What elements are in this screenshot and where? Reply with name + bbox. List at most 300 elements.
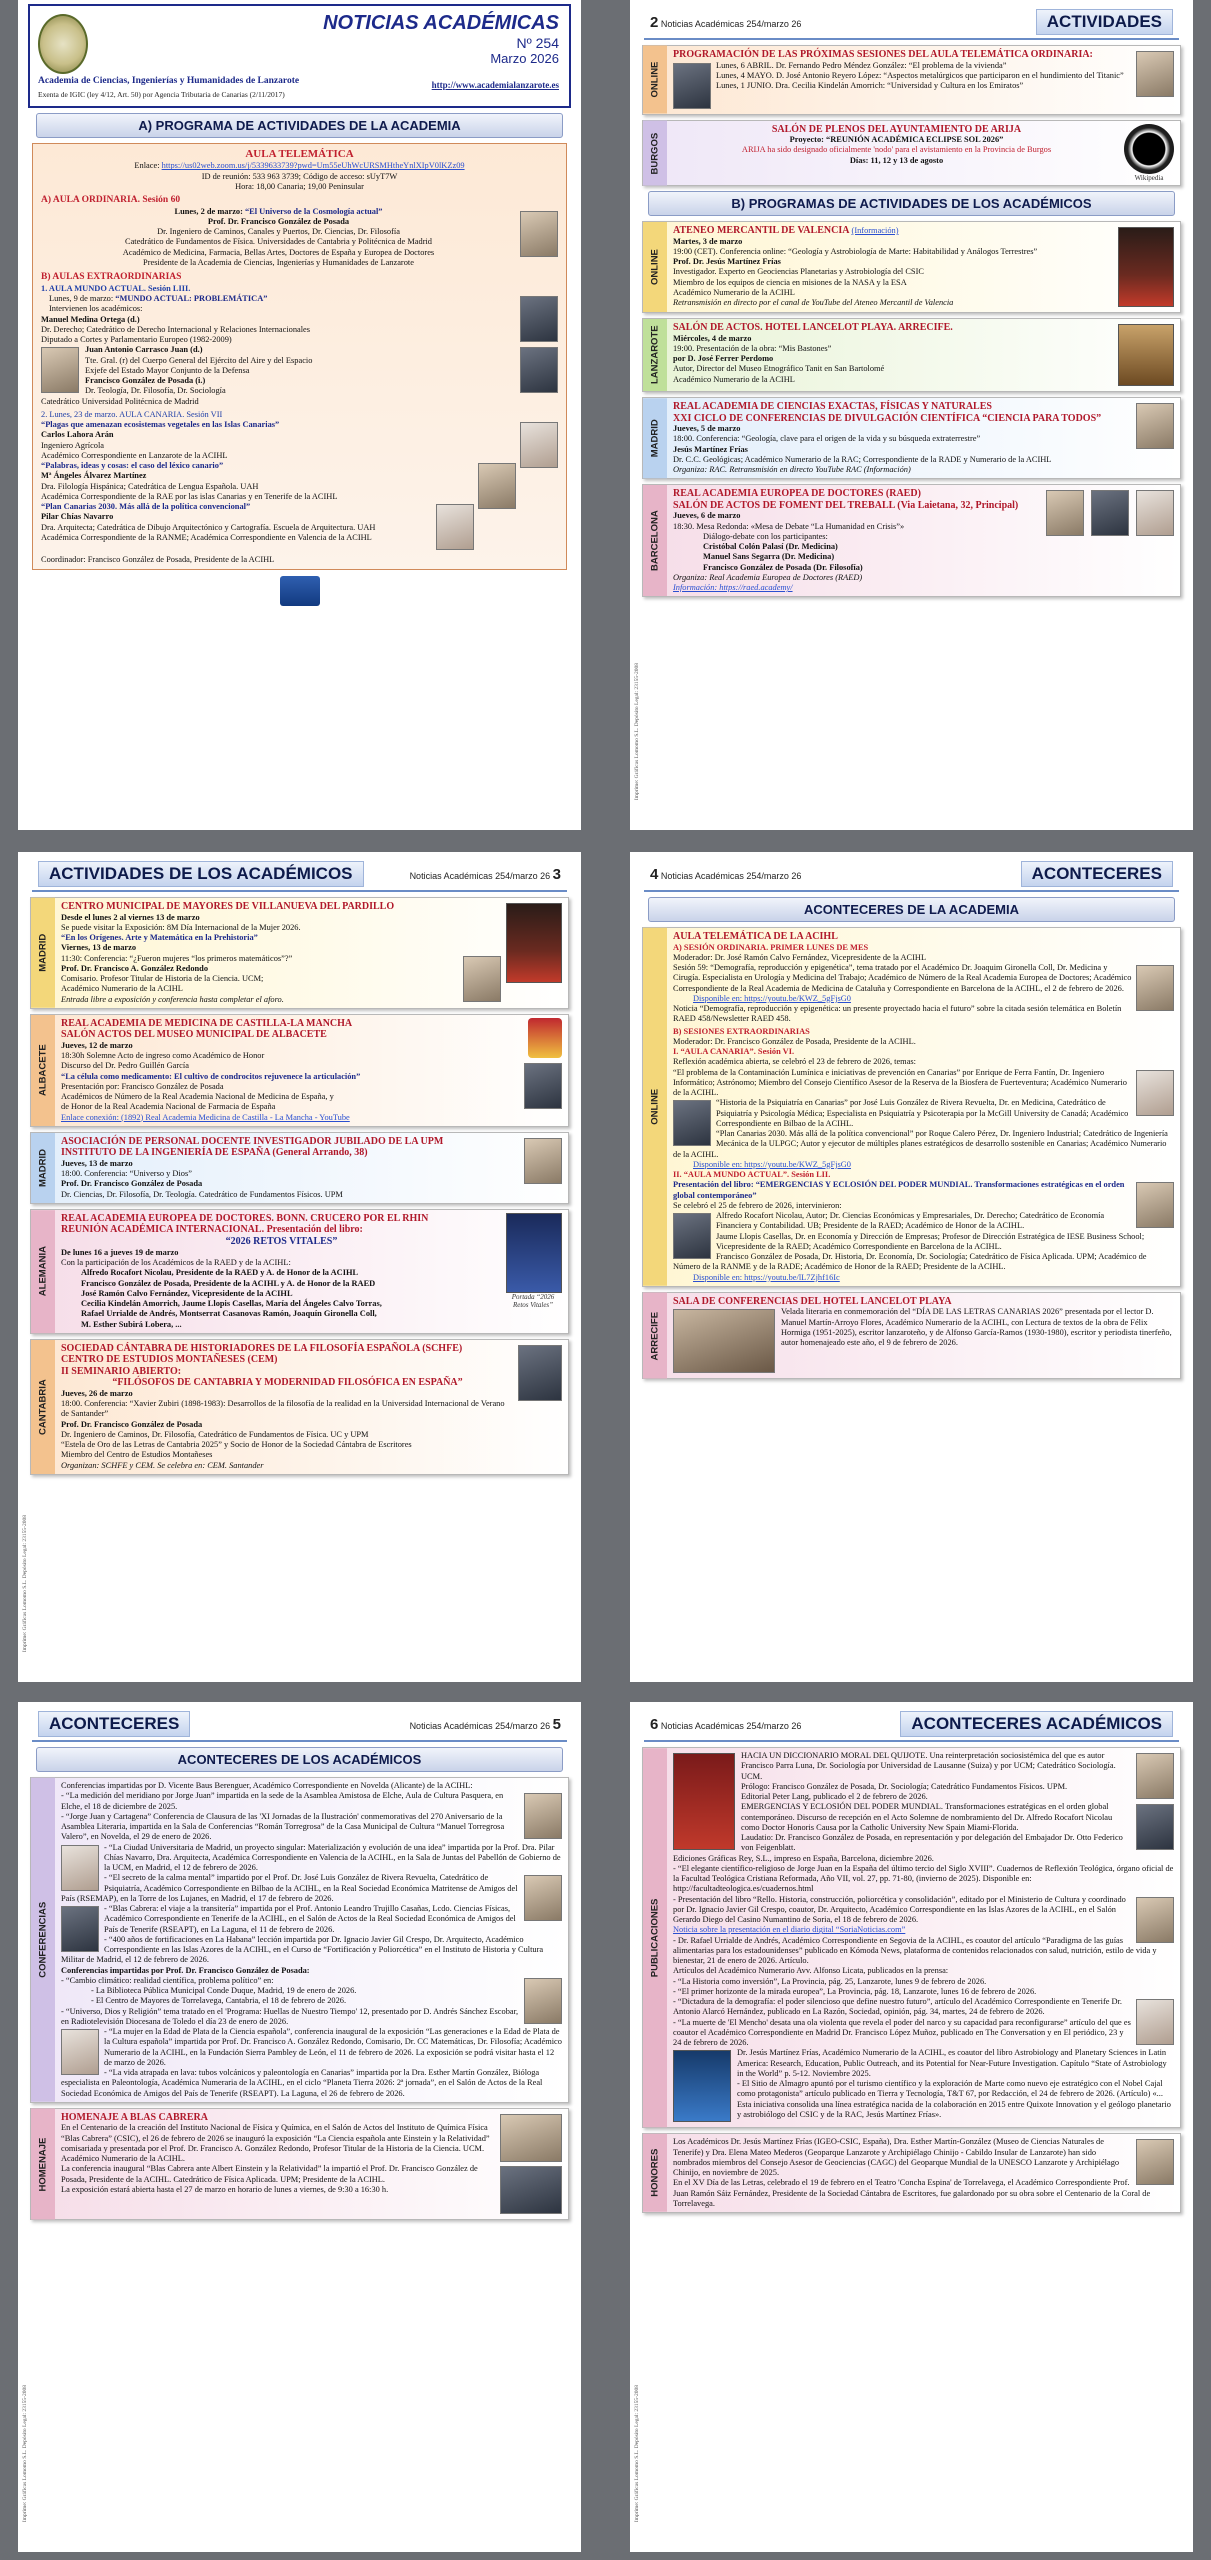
section-banner-b: B) PROGRAMAS DE ACTIVIDADES DE LOS ACADÉMICOS <box>648 191 1175 216</box>
info-link[interactable]: (Información) <box>851 226 899 236</box>
event-talk: 11:30: Conferencia: “¿Fueron mujeres “los primeros matemáticos”?” <box>61 953 293 963</box>
dates: Días: 11, 12 y 13 de agosto <box>849 155 944 165</box>
speaker-photo <box>524 1875 562 1921</box>
speaker-photo <box>1136 51 1174 97</box>
mundo-speaker-1-cred-2: Diputado a Cortes y Parlamentario Europeo (1982-2009) <box>41 335 232 345</box>
block-subtitle: SALÓN DE ACTOS DE FOMENT DEL TREBALL (Via Laietana, 32, Principal) <box>673 499 1019 511</box>
section-title: ACTIVIDADES DE LOS ACADÉMICOS <box>38 861 364 887</box>
canaria-speaker-2-cred-2: Académica Correspondiente de la RAE por las islas Canarias y en Tenerife de la ACIHL <box>41 491 338 501</box>
speaker-photo <box>520 211 558 257</box>
tax-note: Exenta de IGIC (ley 4/12, Art. 50) por Agencia Tributaria de Canarias (2/11/2017) <box>38 90 285 99</box>
conf-item: - “La Ciudad Universitaria de Madrid, un proyecto singular: Materialización y evolución de una idea” impartida por la Prof. Dra. Pilar Chías Navarro, Dra. Arquitecta, Académica Correspondiente en Valencia de la ACIHL, en la Sala de Juntas del Pabellón de Gobierno de la UCM, en Madrid, el 12 de febrero de 2026. <box>104 1842 561 1872</box>
section-banner-a: A) PROGRAMA DE ACTIVIDADES DE LA ACADEMIA <box>36 113 563 138</box>
event-date-2: Viernes, 13 de marzo <box>61 943 137 953</box>
pub-item: - “El elegante científico-religioso de Jorge Juan en la España del último tercio del Siglo XVIII”. Cuadernos de Reflexión Teológica, órgano oficial de la Facultad Teológica Cristiana Reformada, Año VII, vol. 27, pp. 71-80, (invierno de 2025). Disponible en: http://facultadteologica.es/cuadernos.html <box>673 1863 1174 1894</box>
event-speaker: Prof. Dr. Francisco González de Posada <box>61 1179 203 1189</box>
canaria-talk-1: “Plagas que amenazan ecosistemas vegetales en las Islas Canarias” <box>41 420 280 430</box>
aula-ordinaria-heading: A) AULA ORDINARIA. Sesión 60 <box>41 195 181 206</box>
youtube-link[interactable]: Disponible en: https://youtu.be/lL7Zjhf16Ic <box>693 1272 840 1282</box>
event-speaker: por D. José Ferrer Perdomo <box>673 354 774 364</box>
aula-title: AULA TELEMÁTICA <box>245 148 354 160</box>
block-side-label: CONFERENCIAS <box>31 1778 55 2102</box>
block-side-label: BARCELONA <box>643 485 667 596</box>
pub-item: - “La Historia como inversión”, La Provincia, pág. 25, Lanzarote, lunes 9 de febrero de 2026. <box>673 1976 987 1986</box>
block-title: SALA DE CONFERENCIAS DEL HOTEL LANCELOT PLAYA <box>673 1295 952 1307</box>
speaker-photo <box>1136 490 1174 536</box>
speaker-photo <box>478 463 516 509</box>
speaker-photo <box>463 956 501 1002</box>
ord-credential-2: Catedrático de Fundamentos de Física. Universidades de Cantabria y Politécnica de Madrid <box>125 237 432 247</box>
page-header-issue: Noticias Académicas 254/marzo 26 <box>660 18 802 29</box>
panelist-3: Francisco González de Posada (Dr. Filosofía) <box>703 562 863 572</box>
speaker-photo <box>1136 2139 1174 2185</box>
event-block-alemania <box>30 1209 569 1334</box>
section-title: ACTIVIDADES <box>1036 9 1173 35</box>
block-side-label: BURGOS <box>643 121 667 186</box>
aula-mundo-intro: Se celebró el 25 de febrero de 2026, intervinieron: <box>673 1200 842 1210</box>
canaria-speaker-3: Pilar Chías Navarro <box>41 512 114 522</box>
academy-seal-icon <box>38 14 88 74</box>
book-cover-image <box>1118 324 1174 386</box>
block-side-label: ALEMANIA <box>31 1210 55 1333</box>
event-talk: 19:00 (CET). Conferencia online: “Geología y Astrobiología de Marte: Habitabilidad y Análogos Terrestres” <box>673 246 1038 256</box>
honor-item: En el XV Día de las Letras, celebrado el 19 de febrero en el Teatro 'Concha Espina' de Torrelavega, el Académico Correspondiente Prof. Juan Ramón Sáiz Fernández, Presidente de la Sociedad Cántabra de Escritores, fue galardonado por su obra sobre el Centenario de la Coral de Torrelavega. <box>673 2178 1151 2208</box>
speaker-photo <box>436 504 474 550</box>
info-link[interactable]: Información: https://raed.academy/ <box>673 583 793 593</box>
pub-item: Laudatio: Dr. Francisco González de Posada, en representación y por delegación del Embajador Dr. Otto Federico von Feigenblatt. <box>741 1833 1123 1853</box>
book-title: “2026 RETOS VITALES” <box>225 1235 338 1247</box>
page-header-issue: Noticias Académicas 254/marzo 26 <box>409 1720 551 1731</box>
book-presentation: Presentación del libro: “EMERGENCIAS Y ECLOSIÓN DEL PODER MUNDIAL. Transformaciones estratégicas en el orden global contemporáneo” <box>673 1180 1125 1200</box>
event-date: Jueves, 13 de marzo <box>61 1158 133 1168</box>
page-header <box>644 1708 1179 1742</box>
enlace-label: Enlace: <box>134 161 160 171</box>
imprint-note: Imprime: Gráficas Lomomo S.L. Depósito Legal: 23155-2008 <box>22 1514 28 1652</box>
page-header-issue: Noticias Académicas 254/marzo 26 <box>660 1720 802 1731</box>
imprint-note: Imprime: Gráficas Lomomo S.L. Depósito Legal: 23155-2008 <box>22 2384 28 2522</box>
speaker-photo <box>1136 1897 1174 1943</box>
sponsor-logo-icon <box>280 576 320 606</box>
canaria-speaker-3-cred-2: Académica Correspondiente de la RANME; Académica Correspondiente en Valencia de la ACIHL <box>41 532 372 542</box>
page-number: 6 <box>650 1715 659 1733</box>
imprint-note: Imprime: Gráficas Lomomo S.L. Depósito Legal: 23155-2008 <box>634 662 640 800</box>
event-organizer: Organiza: Real Academia Europea de Doctores (RAED) <box>673 572 863 582</box>
ord-speaker: Prof. Dr. Francisco González de Posada <box>207 216 350 226</box>
event-cred-2: Académico Numerario de la ACIHL <box>61 984 183 994</box>
conf-item: - “La mujer en la Edad de Plata de la Ciencia española”, conferencia inaugural de la exposición “Las generaciones e la Edad de Plata de la Cultura española” impartida por Prof. Dr. Francisco A. González Redondo, Comisario, Dr. CC Matemáticas, Dr. Filosofía; Académico Numerario de la ACIHL, en la Fundación Sierra Pambley de León, el 11 de febrero de 2026. La exposición se podrá visitar hasta el 12 de marzo de 2026. <box>104 2027 562 2067</box>
conf-item: - “Cambio climático: realidad científica, problema político” en: <box>61 1975 274 1985</box>
ord-credential-3: Académico de Medicina, Farmacia, Bellas Artes, Doctores de España y Europea de Doctores <box>122 247 435 257</box>
event-speaker: Prof. Dr. Francisco A. González Redondo <box>61 963 209 973</box>
event-speaker: Jesús Martínez Frías <box>673 444 748 454</box>
aula-canaria-intro: Reflexión académica abierta, se celebró el 23 de febrero de 2026, temas: <box>673 1057 916 1067</box>
subsection-b: B) SESIONES EXTRAORDINARIAS <box>673 1026 810 1036</box>
page-number: 5 <box>552 1715 561 1733</box>
page-header <box>32 858 567 892</box>
event-cred-1: Dr. Ingeniero de Caminos, Dr. Filosofía, Catedrático de Fundamentos de Física. UC y UPM <box>61 1429 369 1439</box>
issue-date: Marzo 2026 <box>490 51 559 66</box>
conf-item: - “El secreto de la calma mental” impartido por el Prof. Dr. José Luis González de Rivera Revuelta, Catedrático de Psiquiatría, Académico Correspondiente en Bilbao de la ACIHL, en la Real Sociedad Económica Matritense de Amigos del País (RSEMAP), en la Torre de los Lujanes, en Madrid, el 17 de febrero de 2026. <box>61 1873 518 1903</box>
mundo-speaker-3-cred-1: Dr. Teología, Dr. Filosofía, Dr. Sociología <box>85 386 226 396</box>
page-header <box>644 6 1179 40</box>
eclipse-image-icon <box>1124 124 1174 174</box>
canaria-speaker-2-cred-1: Dra. Filología Hispánica; Catedrática de Lengua Española. UAH <box>41 481 259 491</box>
subsection-a: A) SESIÓN ORDINARIA. PRIMER LUNES DE MES <box>673 942 869 952</box>
page-number: 2 <box>650 13 659 31</box>
block-title: SALÓN DE ACTOS. HOTEL LANCELOT PLAYA. ARRECIFE. <box>673 322 953 334</box>
mundo-speaker-2: Juan Antonio Carrasco Juan (d.) <box>85 345 203 355</box>
mundo-speaker-1: Manuel Medina Ortega (d.) <box>41 314 140 324</box>
aulas-extra-heading: B) AULAS EXTRAORDINARIAS <box>41 272 182 283</box>
block-title: REAL ACADEMIA DE MEDICINA DE CASTILLA-LA MANCHA <box>61 1017 353 1029</box>
meeting-id: ID de reunión: 533 963 3739; Código de acceso: sUyT7W <box>201 171 398 181</box>
speaker-photo <box>673 1100 711 1146</box>
event-date: Jueves, 26 de marzo <box>61 1388 133 1398</box>
news-block-online <box>642 927 1181 1287</box>
event-organizer: Organizan: SCHFE y CEM. Se celebra en: CEM. Santander <box>61 1460 264 1470</box>
page-header-issue: Noticias Académicas 254/marzo 26 <box>660 870 802 881</box>
block-subtitle: SALÓN ACTOS DEL MUSEO MUNICIPAL DE ALBACETE <box>61 1029 327 1041</box>
session-jun: Lunes, 1 JUNIO. Dra. Cecilia Kindelán Amorrich: “Universidad y Cultura en los Emiratos” <box>716 81 1024 90</box>
event-date: Jueves, 6 de marzo <box>673 511 741 521</box>
canaria-talk-2: “Palabras, ideas y cosas: el caso del léxico canario” <box>41 461 224 471</box>
event-cred-2: Académico Numerario de la ACIHL <box>673 374 795 384</box>
speaker-photo <box>673 1213 711 1259</box>
block-side-label: ONLINE <box>643 928 667 1286</box>
block-subtitle: INSTITUTO DE LA INGENIERÍA DE ESPAÑA (General Arrando, 38) <box>61 1147 368 1159</box>
aula-mundo-speaker-3: Francisco González de Posada, Dr. Historia, Dr. Economía, Dr. Sociología; Catedrático de Física Aplicada. UPM; Académico de Número de la RANME y de la RADE; Académico de Honor de la RAED; Presidente de la ACIHL. <box>673 1252 1147 1272</box>
event-speaker: Prof. Dr. Jesús Martínez Frías <box>673 257 781 267</box>
page-header <box>644 858 1179 892</box>
event-cred-1: Dr. C.C. Geológicas; Académico Numerario de la RAC; Correspondiente de la RADE y Numerario de la ACIHL <box>673 454 1052 464</box>
speaker-photo <box>520 347 558 393</box>
exhibition-title: “En los Orígenes. Arte y Matemática en la Prehistoria” <box>61 933 258 942</box>
issue-number: Nº 254 <box>516 35 559 51</box>
event-talk: 18:00. Conferencia: “Xavier Zubiri (1898-1983): Desarrollos de la filosofía de la realidad en la Universidad Internacional de Verano de Santander” <box>61 1399 505 1419</box>
event-cred-2: Miembro de los equipos de ciencia en misiones de la NASA y la ESA <box>673 277 907 287</box>
block-title: CENTRO MUNICIPAL DE MAYORES DE VILLANUEVA DEL PARDILLO <box>61 901 395 912</box>
event-block-villanueva <box>30 897 569 1009</box>
block-title: SOCIEDAD CÁNTABRA DE HISTORIADORES DE LA FILOSOFÍA ESPAÑOLA (SCHFE) <box>61 1342 463 1354</box>
moderator: Moderador: Dr. José Ramón Calvo Fernández, Vicepresidente de la ACIHL <box>673 952 927 962</box>
mundo-speaker-2-cred-1: Tte. Gral. (r) del Cuerpo General del Ejército del Aire y del Espacio <box>85 355 313 365</box>
speaker-photo <box>61 1906 99 1952</box>
mundo-speaker-1-cred-1: Dr. Derecho; Catedrático de Derecho Internacional y Relaciones Internacionales <box>41 324 311 334</box>
seminar-title: “FILÓSOFOS DE CANTABRIA Y MODERNIDAD FILOSÓFICA EN ESPAÑA” <box>112 1377 463 1389</box>
academy-name: Academia de Ciencias, Ingenierías y Humanidades de Lanzarote <box>38 76 300 86</box>
book-caption: Portada “2026 Retos Vitales” <box>511 1292 555 1310</box>
youtube-link[interactable]: Disponible en: https://youtu.be/KWZ_5gFjsG0 <box>693 1159 851 1169</box>
event-block-albacete <box>30 1014 569 1127</box>
book-cover-image <box>506 1213 562 1293</box>
event-date: De lunes 16 a jueves 19 de marzo <box>61 1247 179 1257</box>
news-block-publicaciones <box>642 1747 1181 2128</box>
block-subtitle: CENTRO DE ESTUDIOS MONTAÑESES (CEM) <box>61 1354 278 1366</box>
event-note: Entrada libre a exposición y conferencia hasta completar el aforo. <box>61 994 284 1004</box>
event-speaker: Presentación por: Francisco González de Posada <box>61 1081 224 1091</box>
exhibition-line: Se puede visitar la Exposición: 8M Día Internacional de la Mujer 2026. <box>61 922 301 932</box>
mundo-speaker-3: Francisco González de Posada (i.) <box>85 376 206 386</box>
block-title: SALÓN DE PLENOS DEL AYUNTAMIENTO DE ARIJA <box>771 123 1022 135</box>
speaker-photo <box>520 296 558 342</box>
book-cover-image <box>673 1753 735 1850</box>
speaker-photo <box>524 1063 562 1109</box>
pub-item: HACIA UN DICCIONARIO MORAL DEL QUIJOTE. Una reinterpretación sociosistémica del que es autor Francisco Parra Luna, Dr. Sociología por Universidad de Lausanne (Suiza) y por UCM; Catedrático Sociología. UCM. <box>741 1751 1116 1781</box>
event-organizer: Organiza: RAC. Retransmisión en directo YouTube RAC (Información) <box>673 465 911 475</box>
canaria-heading: 2. Lunes, 23 de marzo. AULA CANARIA. Sesión VII <box>41 409 223 419</box>
event-cred-1: Investigador. Experto en Geociencias Planetarias y Astrobiología del CSIC <box>673 267 924 277</box>
ord-talk: “El Universo de la Cosmología actual” <box>244 206 383 216</box>
conf-item: - “400 años de fortificaciones en La Habana” lección impartida por Dr. Ignacio Javier Gil Crespo, Dr. Arquitecto, Académico Correspondiente en las Islas Azores de la ACIHL, en el Curso de “Fortificación y Poliorcética” en el Instituto de Historia y Cultura Militar de Madrid, el 12 de febrero de 2026. <box>61 1934 544 1965</box>
imprint-note: Imprime: Gráficas Lomomo S.L. Depósito Legal: 23155-2008 <box>634 2384 640 2522</box>
block-title: REAL ACADEMIA DE CIENCIAS EXACTAS, FÍSICAS Y NATURALES <box>673 401 992 413</box>
event-photo <box>500 2166 562 2214</box>
session-59-news: Noticia “Demografía, reproducción y epigenética: un presente proyectado hacia el futuro” sobre la citada sesión telemática en Boletín RAED 458/Newsletter RAED 458. <box>673 1004 1122 1024</box>
page-number: 4 <box>650 865 659 883</box>
coat-of-arms-icon <box>528 1018 562 1058</box>
block-side-label: HOMENAJE <box>31 2109 55 2220</box>
news-block-arrecife <box>642 1292 1181 1380</box>
image-credit: Wikipedia <box>1134 173 1164 182</box>
homenaje-text-1: En el Centenario de la creación del Instituto Nacional de Física y Química, en el Salón de Actos del Instituto de Química Física “Blas Cabrera” (CSIC), el 26 de febrero de 2026 se inauguró la exposición “La Ciencia española ante Einstein y la Relatividad” comisariada y presentada por el Prof. Dr. Francisco A. González Redondo, Profesor Titular de la Historia de la Ciencia. UCM. Académico Numerario de la ACIHL. <box>61 2123 490 2163</box>
mundo-date: Lunes, 9 de marzo: <box>49 294 114 304</box>
event-cred-1: Académicos de Número de la Real Academia Nacional de Medicina de España, y <box>61 1092 334 1101</box>
aula-canaria-topic-3: “Plan Canarias 2030. Más allá de la política convencional” por Roque Calero Pérez, Dr. Ingeniero Industrial; Catedrático de Ingeniería Mecánica de la ULPGC; Autor y ejecutor de múltiples planes estratégicos de desarrollo sostenible en Canarias; Académico Numerario de la ACIHL. <box>673 1129 1168 1159</box>
page-header-issue: Noticias Académicas 254/marzo 26 <box>409 870 551 881</box>
speaker-photo <box>1136 965 1174 1011</box>
pub-item: Dr. Jesús Martínez Frías, Académico Numerario de la ACIHL, es coautor del libro Astrobiology and Planetary Sciences in Latin America: Research, Education, Public Outreach, and its Potential for Near-Future Investigation. Capítulo “State of Astrobiology in the World” p. 5-12. Noviembre 2025. <box>737 2048 1167 2078</box>
nodo-note: ARIJA ha sido designado oficialmente 'nodo' para el avistamiento en la Provincia de Burgos <box>741 145 1052 155</box>
pub-item: - “La muerte de 'El Mencho' desata una ola violenta que revela el poder del narco y su capacidad para reconfigurarse” artículo del que es coautor el Académico Correspondiente en Madrid Dr. Francisco López Muñoz, publicado en The Conversation y en El periódico, 23 y 24 de febrero de 2026. <box>673 2017 1131 2047</box>
conf-item: - “Blas Cabrera: el viaje a la transitería” impartida por el Prof. Antonio Leandro Trujillo Casañas, Lcdo. Ciencias Físicas, Académico Correspondiente en Tenerife de la ACIHL, en el Salón de Actos de la Real Sociedad Económica de Amigos del País de Tenerife (RSEAPT), en La Laguna, el 11 de febrero de 2026. <box>104 1904 516 1934</box>
event-date: Martes, 3 de marzo <box>673 236 743 246</box>
block-title: ATENEO MERCANTIL DE VALENCIA <box>673 225 850 237</box>
block-side-label: LANZAROTE <box>643 319 667 391</box>
conf-item: - “Universo, Dios y Religión” tema tratado en el 'Programa: Huellas de Nuestro Tiempo' 12, presentado por D. Andrés Sánchez Escobar, en Radiotelevisión Diocesana de Toledo el día 23 de enero de 2026. <box>61 2006 519 2026</box>
block-side-label: CANTABRIA <box>31 1340 55 1474</box>
news-block-honores <box>642 2133 1181 2213</box>
participant-5: Rafael Urrialde de Andrés, Montserrat Casanovas Ramón, Joaquín Gironella Coll, <box>81 1309 377 1319</box>
academy-program-box <box>32 143 567 570</box>
pub-item: - Dr. Rafael Urrialde de Andrés, Académico Correspondiente en Segovia de la ACIHL, es coautor del artículo “Paradigma de las guías alimentarias para los estadounidenses” publicado en Kómoda News, plataforma de contenidos relacionados con salud, nutrición, estilo de vida y bienestar, 21 de enero de 2026. Artículo. <box>673 1935 1157 1965</box>
speaker-photo <box>1136 1070 1174 1116</box>
conf-subitem: - El Centro de Mayores de Torrelavega, Cantabria, el 18 de febrero de 2026. <box>91 1996 347 2006</box>
academy-url-link[interactable]: http://www.academialanzarote.es <box>431 80 559 90</box>
ord-credential-4: Presidente de la Academia de Ciencias, Ingenierías y Humanidades de Lanzarote <box>143 257 414 267</box>
event-line-2: Discurso del Dr. Pedro Guillén García <box>61 1061 189 1071</box>
pub-item: Ediciones Gráficas Rey, S.L., impreso en España, Barcelona, diciembre 2026. <box>673 1853 934 1863</box>
block-side-label: MADRID <box>31 1133 55 1203</box>
pub-item: - “El primer horizonte de la mirada europea”, La Provincia, pág. 18, Lanzarote, lunes 16 de febrero de 2026. <box>673 1986 1037 1996</box>
page-1 <box>18 0 581 830</box>
event-photo <box>673 1309 775 1373</box>
speaker-photo <box>1091 490 1129 536</box>
event-date: Jueves, 5 de marzo <box>673 424 741 434</box>
project-name: Proyecto: “REUNIÓN ACADÉMICA ECLIPSE SOL 2026” <box>789 135 1004 144</box>
block-title: AULA TELEMÁTICA DE LA ACIHL <box>673 931 838 942</box>
pub-item: Artículos del Académico Numerario Avv. Alfonso Licata, publicados en la prensa: <box>673 1966 949 1976</box>
participant-4: Cecilia Kindelán Amorrich, Jaume Llopis Casellas, María del Ángeles Calvo Torras, <box>81 1299 382 1309</box>
event-block-madrid <box>642 397 1181 479</box>
participant-1: Alfredo Rocafort Nicolau, Presidente de la RAED y A. de Honor de la ACIHL <box>81 1268 359 1278</box>
poster-image <box>1118 227 1174 307</box>
block-subtitle-2: II SEMINARIO ABIERTO: <box>61 1365 182 1377</box>
pub-item: - El Sitio de Almagro apuntó por el turismo científico y la exploración de Marte como nuevo eje estratégico con el Nobel Cajal como protagonista” artículo publicado en Tierra y Tecnología, T&T 67, por Redacción, el 24 de febrero de 2026. (Artículo) «... Esta iniciativa consolida una línea estratégica nacida de la colaboración en 2015 entre Quixote Innovation y el geólogo planetario y astrobiólogo del CSIC y de la RAC, Jesús Martínez Frías». <box>737 2079 1171 2119</box>
event-talk: 19:00. Presentación de la obra: “Mis Bastones” <box>673 343 832 353</box>
block-side-label: HONORES <box>643 2134 667 2212</box>
conf-intro: Conferencias impartidas por D. Vicente Baus Berenguer, Académico Correspondiente en Novelda (Alicante) de la ACIHL: <box>61 1781 473 1790</box>
speaker-photo <box>1136 1804 1174 1850</box>
ord-date: Lunes, 2 de marzo: <box>174 206 243 216</box>
coordinator: Coordinador: Francisco González de Posada, Presidente de la ACIHL <box>41 555 275 565</box>
block-subtitle: REUNIÓN ACADÉMICA INTERNACIONAL. Presentación del libro: <box>61 1224 363 1236</box>
pub-item: EMERGENCIAS Y ECLOSIÓN DEL PODER MUNDIAL. Transformaciones estratégicas en el orden global contemporáneo. Discurso de recepción en el Acto Solemne de nombramiento del Dr. Alfredo Rocafort Nicolau como Doctor Honoris Causa por la Catholic University New Spain Miami-Florida. <box>741 1802 1113 1832</box>
speaker-photo <box>524 1138 562 1184</box>
page-number: 3 <box>552 865 561 883</box>
ord-credential-1: Dr. Ingeniero de Caminos, Canales y Puertos, Dr. Ciencias, Dr. Filosofía <box>157 227 400 237</box>
zoom-link[interactable]: https://us02web.zoom.us/j/5339633739?pwd=Um55eUhWcURSMHtheYnlXIpV0lKZz09 <box>161 161 465 171</box>
speaker-photo <box>1136 403 1174 449</box>
event-block-barcelona <box>642 484 1181 597</box>
newsletter-title: NOTICIAS ACADÉMICAS <box>323 12 559 34</box>
panelist-2: Manuel Sans Segarra (Dr. Medicina) <box>703 552 835 562</box>
aula-canaria-topic-1: “El problema de la Contaminación Lumínica e iniciativas de prevención en Canarias” por Enrique de Ferra Fantín, Dr. Ingeniero Informático; Astrónomo; Miembro del Consejo Científico Asesor de la Reserva de la Biosfera de Fuerteventura; Académico Numerario de la ACIHL. <box>673 1067 1127 1097</box>
aula-mundo-speaker-1: Alfredo Rocafort Nicolau, Autor; Dr. Ciencias Económicas y Empresariales, Dr. Derecho; Catedrático de Economía Financiera y Contabilidad. UB; Presidente de la RAED; Académico de Honor de la ACIHL. <box>716 1211 1105 1231</box>
speaker-photo <box>1046 490 1084 536</box>
news-block-homenaje <box>30 2108 569 2221</box>
section-title: ACONTECERES <box>38 1711 190 1737</box>
section-title: ACONTECERES ACADÉMICOS <box>900 1711 1173 1737</box>
mundo-talk: “MUNDO ACTUAL: PROBLEMÁTICA” <box>115 294 268 304</box>
speaker-photo <box>41 347 79 393</box>
speaker-photo <box>524 1978 562 2024</box>
session-apr: Lunes, 6 ABRIL. Dr. Fernando Pedro Méndez González: “El problema de la vivienda” <box>716 60 1007 70</box>
event-block-upm <box>30 1132 569 1204</box>
event-block-lanzarote <box>642 318 1181 392</box>
book-cover-image <box>673 2050 731 2122</box>
mundo-heading: 1. AULA MUNDO ACTUAL. Sesión LIII. <box>41 283 191 293</box>
section-banner: ACONTECERES DE LOS ACADÉMICOS <box>36 1747 563 1772</box>
event-block-online <box>642 45 1181 115</box>
page-6 <box>630 1702 1193 2552</box>
pub-item: Editorial Peter Lang, publicado el 2 de febrero de 2026. <box>741 1792 928 1801</box>
canaria-speaker-1-cred-1: Ingeniero Agrícola <box>41 440 105 450</box>
page-4 <box>630 852 1193 1682</box>
event-cred-3: Académico Numerario de la ACIHL <box>673 287 795 297</box>
event-line-1: 18:30h Solemne Acto de ingreso como Académico de Honor <box>61 1051 265 1060</box>
section-banner: ACONTECERES DE LA ACADEMIA <box>648 897 1175 922</box>
news-link[interactable]: Noticia sobre la presentación en el diario digital “SoriaNoticias.com” <box>673 1925 906 1935</box>
event-cred-1: Comisario. Profesor Titular de Historia de la Ciencia. UCM; <box>61 974 264 983</box>
moderator-b: Moderador: Dr. Francisco González de Posada, Presidente de la ACIHL. <box>673 1036 916 1046</box>
page-2 <box>630 0 1193 830</box>
velada-text: Velada literaria en conmemoración del “DÍA DE LAS LETRAS CANARIAS 2026” presentada por el lector D. Manuel Martín-Arroyo Flores, Académico Numerario de la ACIHL, con Lectura de textos de la obra de Félix Hormiga (1951-2025), escritor lanzaroteño, y de Alfonso García-Ramos (1930-1980), escritor y periodista tinerfeño, autor homenajeado este año, el 9 de febrero de 2026. <box>781 1307 1172 1347</box>
event-intro: Diálogo-debate con los participantes: <box>703 531 828 541</box>
block-title: REAL ACADEMIA EUROPEA DE DOCTORES. BONN. CRUCERO POR EL RHIN <box>61 1212 429 1224</box>
speaker-photo <box>1136 1182 1174 1228</box>
panelist-1: Cristóbal Colón Palasí (Dr. Medicina) <box>703 542 838 552</box>
session-may: Lunes, 4 MAYO. D. José Antonio Reyero López: “Aspectos metalúrgicos que participaron en el hundimiento del Titanic” <box>716 70 1124 80</box>
event-cred-1: Dr. Ciencias, Dr. Filosofía, Dr. Teología. Catedrático de Fundamentos Físicos. UPM <box>61 1189 343 1199</box>
speaker-photo <box>520 422 558 468</box>
participant-6: M. Esther Subirá Lobera, ... <box>81 1319 182 1329</box>
participant-3: José Ramón Calvo Fernández, Vicepresidente de la ACIHL <box>81 1288 293 1298</box>
conf-subitem: - La Biblioteca Pública Municipal Conde Duque, Madrid, 19 de enero de 2026. <box>91 1986 357 1995</box>
event-stream: Retransmisión en directo por el canal de YouTube del Ateneo Mercantil de Valencia <box>673 298 954 308</box>
speaker-photo <box>518 1345 562 1401</box>
page-5 <box>18 1702 581 2552</box>
poster-image <box>506 903 562 983</box>
speaker-photo <box>61 1845 99 1891</box>
aula-mundo-speaker-2: Jaume Llopis Casellas, Dr. en Economía y Dirección de Empresas; Profesor de Dirección Estratégica de IESE Business School; Vicepresidente de la RAED; Académico Correspondiente en Barcelona de la ACIHL. <box>716 1231 1145 1251</box>
block-title: PROGRAMACIÓN DE LAS PRÓXIMAS SESIONES DEL AULA TELEMÁTICA ORDINARIA: <box>673 49 1093 60</box>
pub-item: Prólogo: Francisco González de Posada, Dr. Sociología; Catedrático Fundamentos Físicos. UPM. <box>741 1781 1068 1791</box>
event-date: Miércoles, 4 de marzo <box>673 333 752 343</box>
conf-item: - “La vida atrapada en lava: tubos volcánicos y paleontología en Canarias” impartida por la Dra. Esther Martín González, Bióloga especialista en Paleontología, Académica Numeraria de la ACIHL, en el ciclo “Planeta Tierra 2026: 2ª jornada”, en el Salón de Actos de la Real Sociedad Económica de Amigos del País de Tenerife (RSEAPT). La Laguna, el 26 de febrero de 2026. <box>61 2068 543 2098</box>
block-title: REAL ACADEMIA EUROPEA DE DOCTORES (RAED) <box>673 488 921 500</box>
canaria-talk-3: “Plan Canarias 2030. Más allá de la política convencional” <box>41 502 251 512</box>
masthead <box>28 4 571 108</box>
mundo-speaker-3-cred-2: Catedrático Universidad Politécnica de Madrid <box>41 396 199 406</box>
event-speaker: Prof. Dr. Francisco González de Posada <box>61 1419 203 1429</box>
event-cred-2: de Honor de la Real Academia Nacional de Farmacia de España <box>61 1102 276 1112</box>
event-talk: 18:00. Conferencia: “Geología, clave para el origen de la vida y su búsqueda extraterrestre” <box>673 434 981 444</box>
speaker-photo <box>61 2029 99 2075</box>
event-block-cantabria <box>30 1339 569 1475</box>
event-date: Desde el lunes 2 al viernes 13 de marzo <box>61 912 200 922</box>
page-header <box>32 1708 567 1742</box>
mundo-speaker-2-cred-2: Exjefe del Estado Mayor Conjunto de la Defensa <box>85 365 250 375</box>
meeting-hour: Hora: 18,00 Canaria; 19,00 Peninsular <box>235 181 364 191</box>
block-side-label: PUBLICACIONES <box>643 1748 667 2127</box>
aula-mundo-heading: II. “AULA MUNDO ACTUAL”. Sesión LII. <box>673 1170 831 1179</box>
canaria-speaker-3-cred-1: Dra. Arquitecta; Catedrática de Dibujo Arquitectónico y Cartografía. Escuela de Arquitectura. UAH <box>41 522 376 532</box>
event-cred-2: “Estela de Oro de las Letras de Cantabria 2025” y Socio de Honor de la Sociedad Cántabra de Escritores <box>61 1440 412 1450</box>
block-side-label: ARRECIFE <box>643 1293 667 1379</box>
pub-item: - “Dictadura de la demografía: el poder silencioso que define nuestro futuro”, artículo del Académico Correspondiente en Tenerife Dr. Antonio Alarcó Hernández, publicado en La Razón, Sociedad, opinión, pág. 34, martes, 24 de febrero de 2026. <box>673 1997 1123 2017</box>
block-side-label: ALBACETE <box>31 1015 55 1126</box>
canaria-speaker-1: Carlos Lahora Arán <box>41 430 114 440</box>
event-date: Jueves, 12 de marzo <box>61 1040 133 1050</box>
block-title: HOMENAJE A BLAS CABRERA <box>61 2111 208 2123</box>
mundo-intro: Intervienen los académicos: <box>49 304 143 314</box>
event-block-burgos <box>642 120 1181 187</box>
homenaje-text-2: La conferencia inaugural “Blas Cabrera ante Albert Einstein y la Relatividad” la impartió el Prof. Dr. Francisco González de Posada, Presidente de la ACIHL. Catedrático de Física Aplicada. UPM; Presidente de la ACIHL. <box>61 2164 478 2184</box>
speaker-photo <box>1136 1753 1174 1799</box>
event-photo <box>500 2114 562 2162</box>
youtube-link[interactable]: Enlace conexión: (1892) Real Academia Medicina de Castilla - La Mancha - YouTube <box>61 1112 350 1122</box>
block-title: ASOCIACIÓN DE PERSONAL DOCENTE INVESTIGADOR JUBILADO DE LA UPM <box>61 1135 444 1147</box>
event-talk: 18:30. Mesa Redonda: «Mesa de Debate “La Humanidad en Crisis”» <box>673 521 905 531</box>
speaker-photo <box>673 63 711 109</box>
pub-item: - Presentación del libro “Rello. Historia, construcción, poliorcética y consolidación”, editado por el Ministerio de Cultura y coordinado por Dr. Ignacio Javier Gil Crespo, coautor, Dr. Arquitecto, Académico Correspondiente en las Islas Azores de la ACIHL, en el Salón Gerardo Diego del Casino Numantino de Soria, el 18 de febrero de 2026. <box>673 1894 1126 1924</box>
block-side-label: ONLINE <box>643 46 667 114</box>
block-side-label: MADRID <box>643 398 667 478</box>
youtube-link[interactable]: Disponible en: https://youtu.be/KWZ_5gFjsG0 <box>693 993 851 1003</box>
event-talk: “La célula como medicamento: El cultivo de condrocitos rejuvenece la articulación” <box>61 1071 361 1081</box>
section-title: ACONTECERES <box>1021 861 1173 887</box>
conf-item: - “Jorge Juan y Cartagena” Conferencia de Clausura de las 'XI Jornadas de la Ilustración' conmemorativas del 270 Aniversario de la Asamblea Literaria, impartida en la Sala de Conferencias “Román Torregrosa” de la Casa Municipal de Cultura “Manuel Torregrosa Valero”, en Novelda, el 29 de enero de 2026. <box>61 1811 505 1842</box>
homenaje-text-3: La exposición estará abierta hasta el 27 de marzo en horario de lunes a viernes, de 9:30 a 16:30 h. <box>61 2184 389 2194</box>
event-talk: 18:00. Conferencia: “Universo y Dios” <box>61 1169 192 1178</box>
block-subtitle: XXI CICLO DE CONFERENCIAS DE DIVULGACIÓN CIENTÍFICA “CIENCIA PARA TODOS” <box>673 412 1102 424</box>
speaker-photo <box>1136 1999 1174 2045</box>
conf-item: - “La medición del meridiano por Jorge Juan” impartida en la sede de la Asamblea Amistosa de Elche, Aula de Cultura Pasquera, en Elche, el 18 de diciembre de 2025. <box>61 1791 504 1811</box>
event-cred-3: Miembro del Centro de Estudios Montañeses <box>61 1450 213 1460</box>
speaker-photo <box>524 1793 562 1839</box>
block-side-label: ONLINE <box>643 222 667 312</box>
event-intro: Con la participación de los Académicos de la RAED y de la ACIHL: <box>61 1258 291 1268</box>
